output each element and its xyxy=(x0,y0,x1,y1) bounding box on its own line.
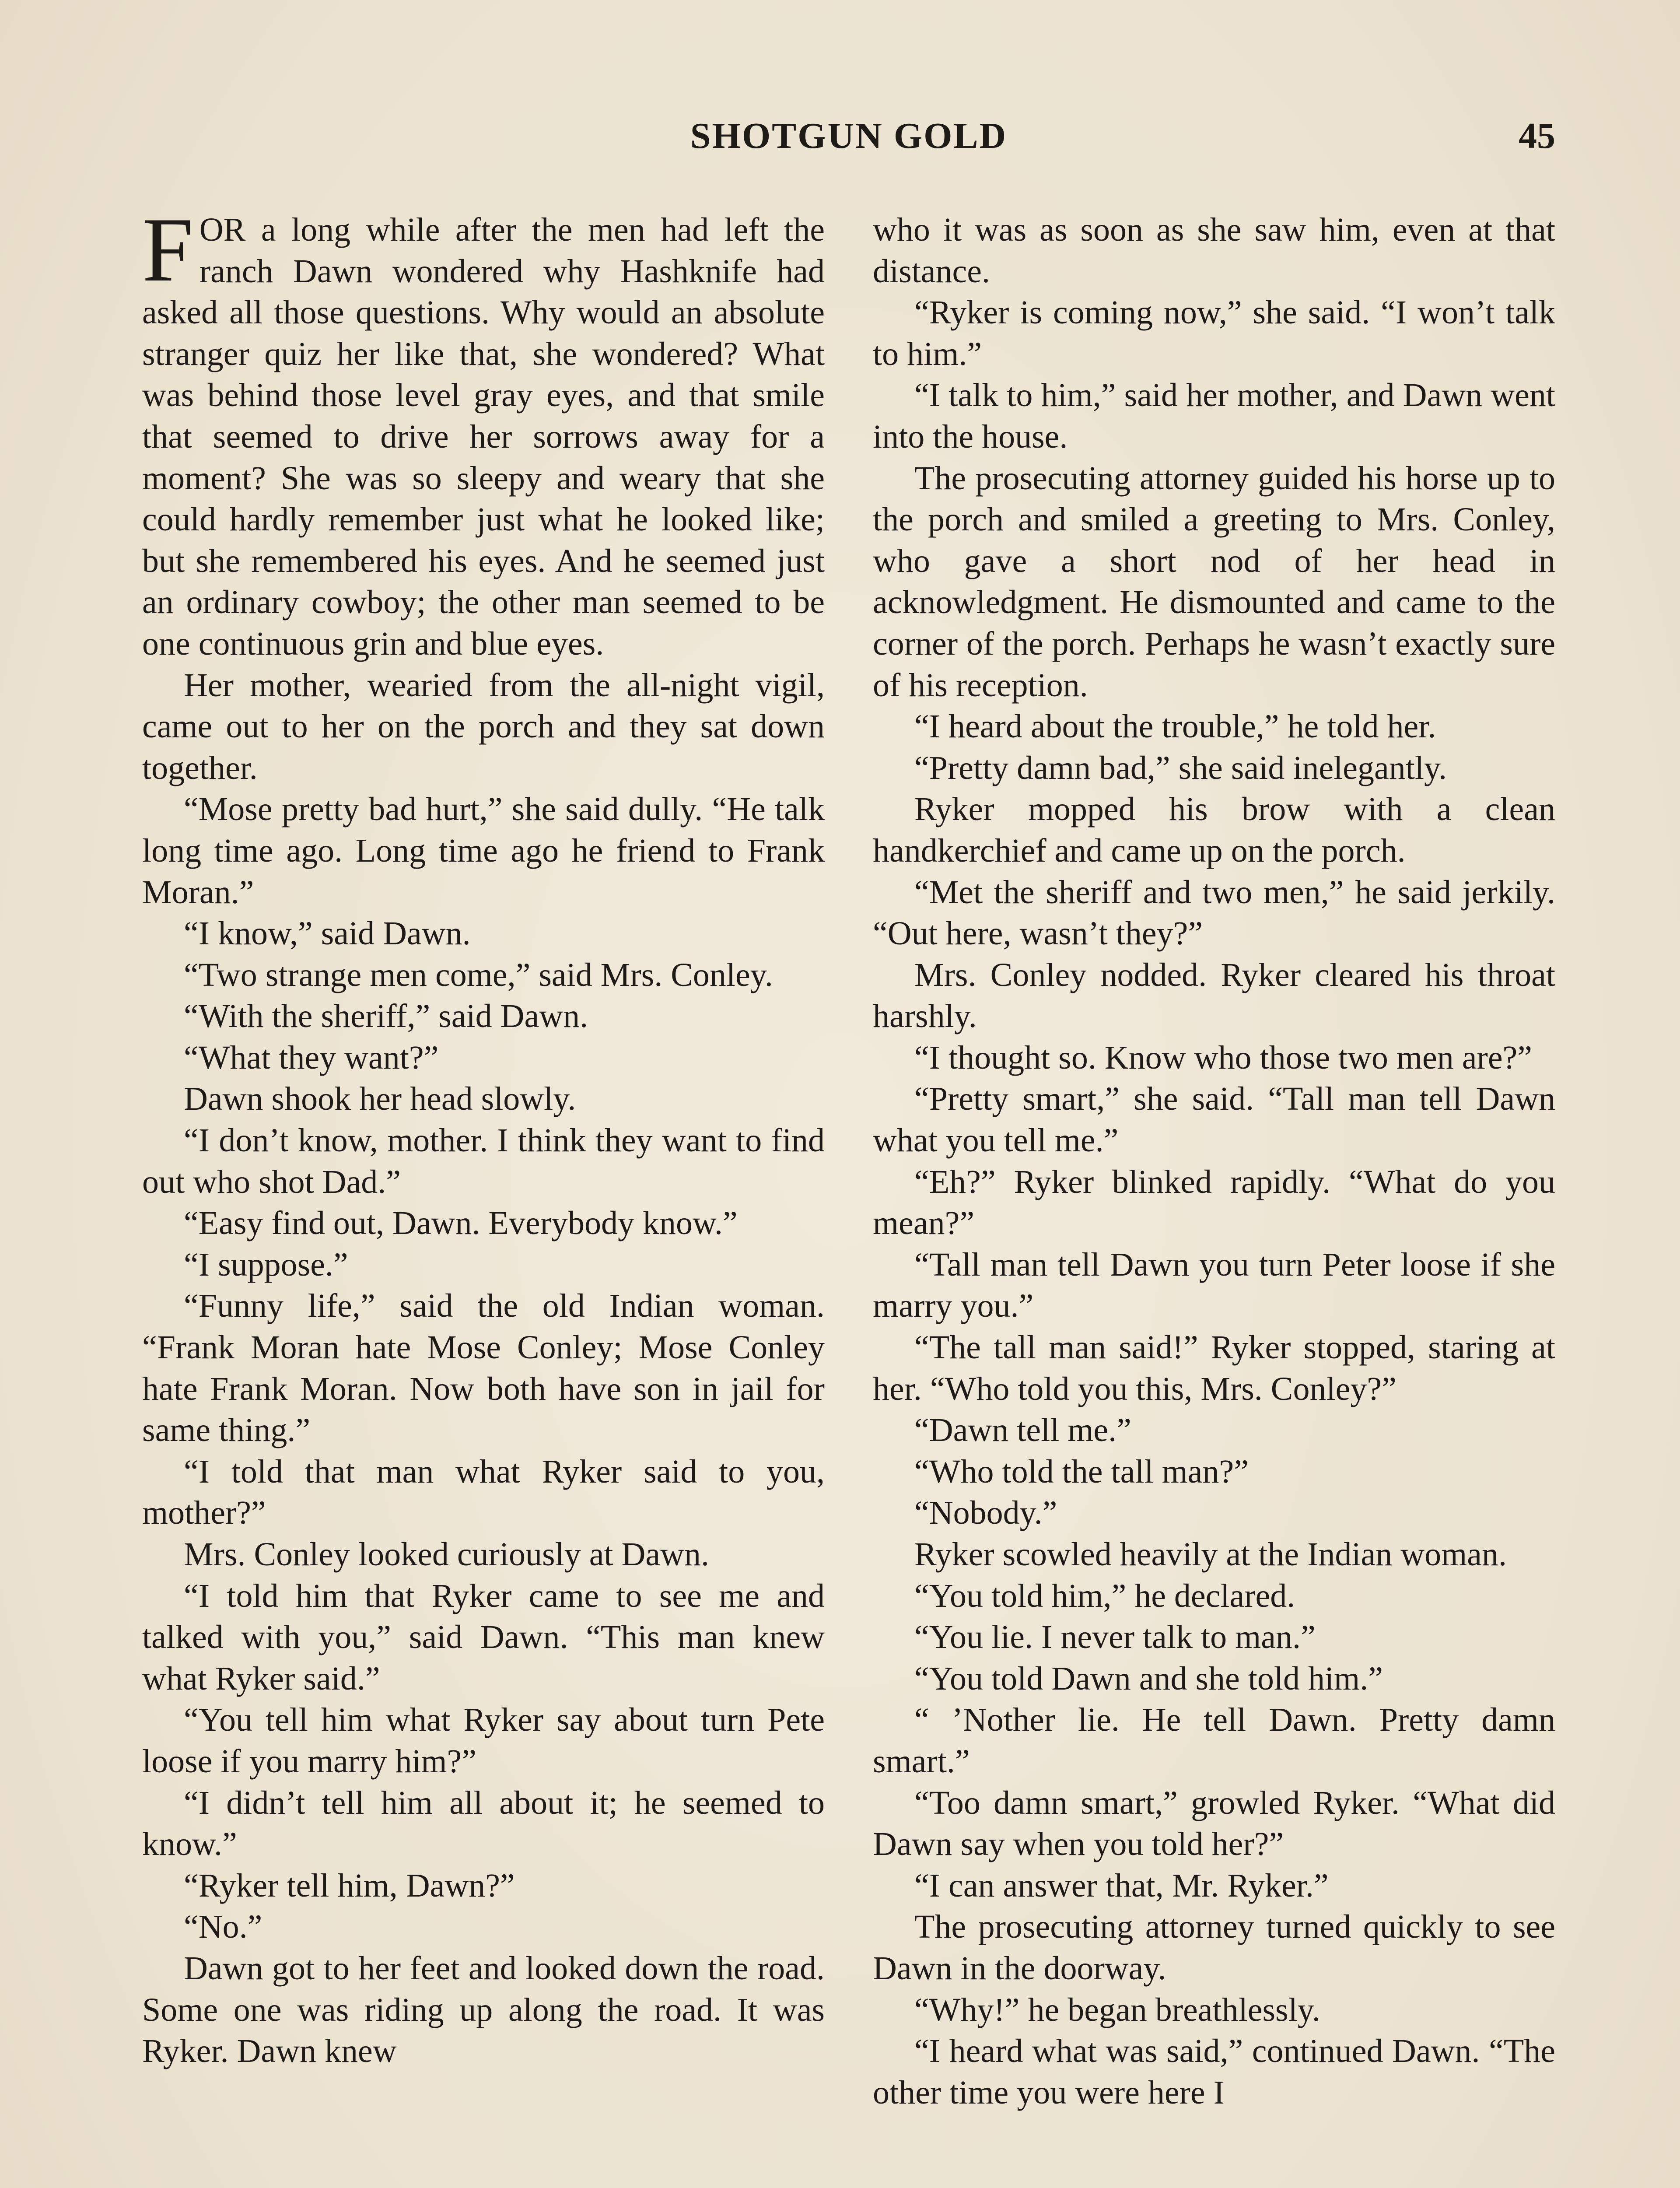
paragraph: “I know,” said Dawn. xyxy=(184,915,471,952)
paragraph: “Mose pretty bad hurt,” she said dully. “He talk long time ago. Long time ago he friend to Frank Moran.” xyxy=(142,791,825,911)
paragraph: “I didn’t tell him all about it; he seemed to know.” xyxy=(142,1784,825,1863)
paragraph: “I can answer that, Mr. Ryker.” xyxy=(914,1867,1329,1904)
paragraph: “You lie. I never talk to man.” xyxy=(914,1619,1316,1656)
paragraph: The prosecuting attorney turned quickly to see Dawn in the doorway. xyxy=(873,1908,1555,1987)
paragraph: “You told Dawn and she told him.” xyxy=(914,1660,1383,1697)
paragraph: “The tall man said!” Ryker stopped, staring at her. “Who told you this, Mrs. Conley?” xyxy=(873,1329,1555,1407)
right-column xyxy=(873,209,1555,2113)
paragraph: “Met the sheriff and two men,” he said jerkily. “Out here, wasn’t they?” xyxy=(873,873,1555,952)
paragraph: Her mother, wearied from the all-night vigil, came out to her on the porch and they sat down together. xyxy=(142,666,825,786)
paragraph: “Who told the tall man?” xyxy=(914,1453,1249,1490)
paragraph: “With the sheriff,” said Dawn. xyxy=(184,998,588,1035)
paragraph: “Pretty damn bad,” she said inelegantly. xyxy=(914,749,1447,786)
page-number: 45 xyxy=(1519,116,1555,156)
paragraph: “You told him,” he declared. xyxy=(914,1577,1295,1614)
paragraph: “ ’Nother lie. He tell Dawn. Pretty damn smart.” xyxy=(873,1701,1555,1780)
paragraph: “Tall man tell Dawn you turn Peter loose if she marry you.” xyxy=(873,1246,1555,1325)
paragraph: “I heard what was said,” continued Dawn. “The other time you were here I xyxy=(873,2033,1555,2111)
paragraph: “I suppose.” xyxy=(184,1246,348,1283)
paragraph: “Eh?” Ryker blinked rapidly. “What do you mean?” xyxy=(873,1163,1555,1242)
paragraph: “Funny life,” said the old Indian woman. “Frank Moran hate Mose Conley; Mose Conley hate Frank Moran. Now both have son in jail for same thing.” xyxy=(142,1287,825,1449)
continued-paragraph: who it was as soon as she saw him, even at that distance. xyxy=(873,211,1555,290)
paragraph: Ryker mopped his brow with a clean handkerchief and came up on the porch. xyxy=(873,791,1555,869)
paragraph: “No.” xyxy=(184,1908,262,1946)
paragraph: Ryker scowled heavily at the Indian woman. xyxy=(914,1536,1507,1573)
paragraph: “You tell him what Ryker say about turn Pete loose if you marry him?” xyxy=(142,1701,825,1780)
paragraph: “Why!” he began breathlessly. xyxy=(914,1991,1320,2028)
opening-paragraph: FOR a long while after the men had left the ranch Dawn wondered why Hashknife had asked all those questions. Why would an absolute stranger quiz her like that, she wondered? What was behind those level gray eyes, and that smile that seemed to drive her sorrows away for a moment? She was so sleepy and weary that she could hardly remember just what he looked like; but she remembered his eyes. And he seemed just an ordinary cowboy; the other man seemed to be one continuous grin and blue eyes. xyxy=(142,199,825,662)
running-head xyxy=(142,115,1555,158)
paragraph: The prosecuting attorney guided his horse up to the porch and smiled a greeting to Mrs. Conley, who gave a short nod of her head in acknowledgment. He dismounted and came to the corner of the porch. Perhaps he wasn’t exactly sure of his reception. xyxy=(873,459,1555,704)
paragraph: “I talk to him,” said her mother, and Dawn went into the house. xyxy=(873,377,1555,455)
drop-cap: F xyxy=(142,199,193,301)
paragraph: “I thought so. Know who those two men are?” xyxy=(914,1039,1533,1076)
left-column xyxy=(142,199,825,2072)
paragraph: Dawn got to her feet and looked down the road. Some one was riding up along the road. It was Ryker. Dawn knew xyxy=(142,1950,825,2070)
paragraph: “I told him that Ryker came to see me and talked with you,” said Dawn. “This man knew what Ryker said.” xyxy=(142,1577,825,1697)
paragraph: Dawn shook her head slowly. xyxy=(184,1080,576,1118)
paragraph: “Pretty smart,” she said. “Tall man tell Dawn what you tell me.” xyxy=(873,1080,1555,1159)
paragraph: “Too damn smart,” growled Ryker. “What did Dawn say when you told her?” xyxy=(873,1784,1555,1863)
paragraph: “Dawn tell me.” xyxy=(914,1412,1131,1449)
paragraph: “Two strange men come,” said Mrs. Conley. xyxy=(184,956,773,993)
paragraph: Mrs. Conley nodded. Ryker cleared his throat harshly. xyxy=(873,956,1555,1035)
paragraph: “What they want?” xyxy=(184,1039,439,1076)
paragraph: “I don’t know, mother. I think they want to find out who shot Dad.” xyxy=(142,1122,825,1200)
paragraph: “Nobody.” xyxy=(914,1494,1057,1532)
paragraph: Mrs. Conley looked curiously at Dawn. xyxy=(184,1536,710,1573)
paragraph: “Easy find out, Dawn. Everybody know.” xyxy=(184,1205,738,1242)
paragraph: “I heard about the trouble,” he told her. xyxy=(914,708,1436,745)
paragraph: “Ryker is coming now,” she said. “I won’t talk to him.” xyxy=(873,294,1555,372)
paragraph: “Ryker tell him, Dawn?” xyxy=(184,1867,515,1904)
running-title: SHOTGUN GOLD xyxy=(690,116,1008,156)
paragraph: “I told that man what Ryker said to you, mother?” xyxy=(142,1453,825,1532)
